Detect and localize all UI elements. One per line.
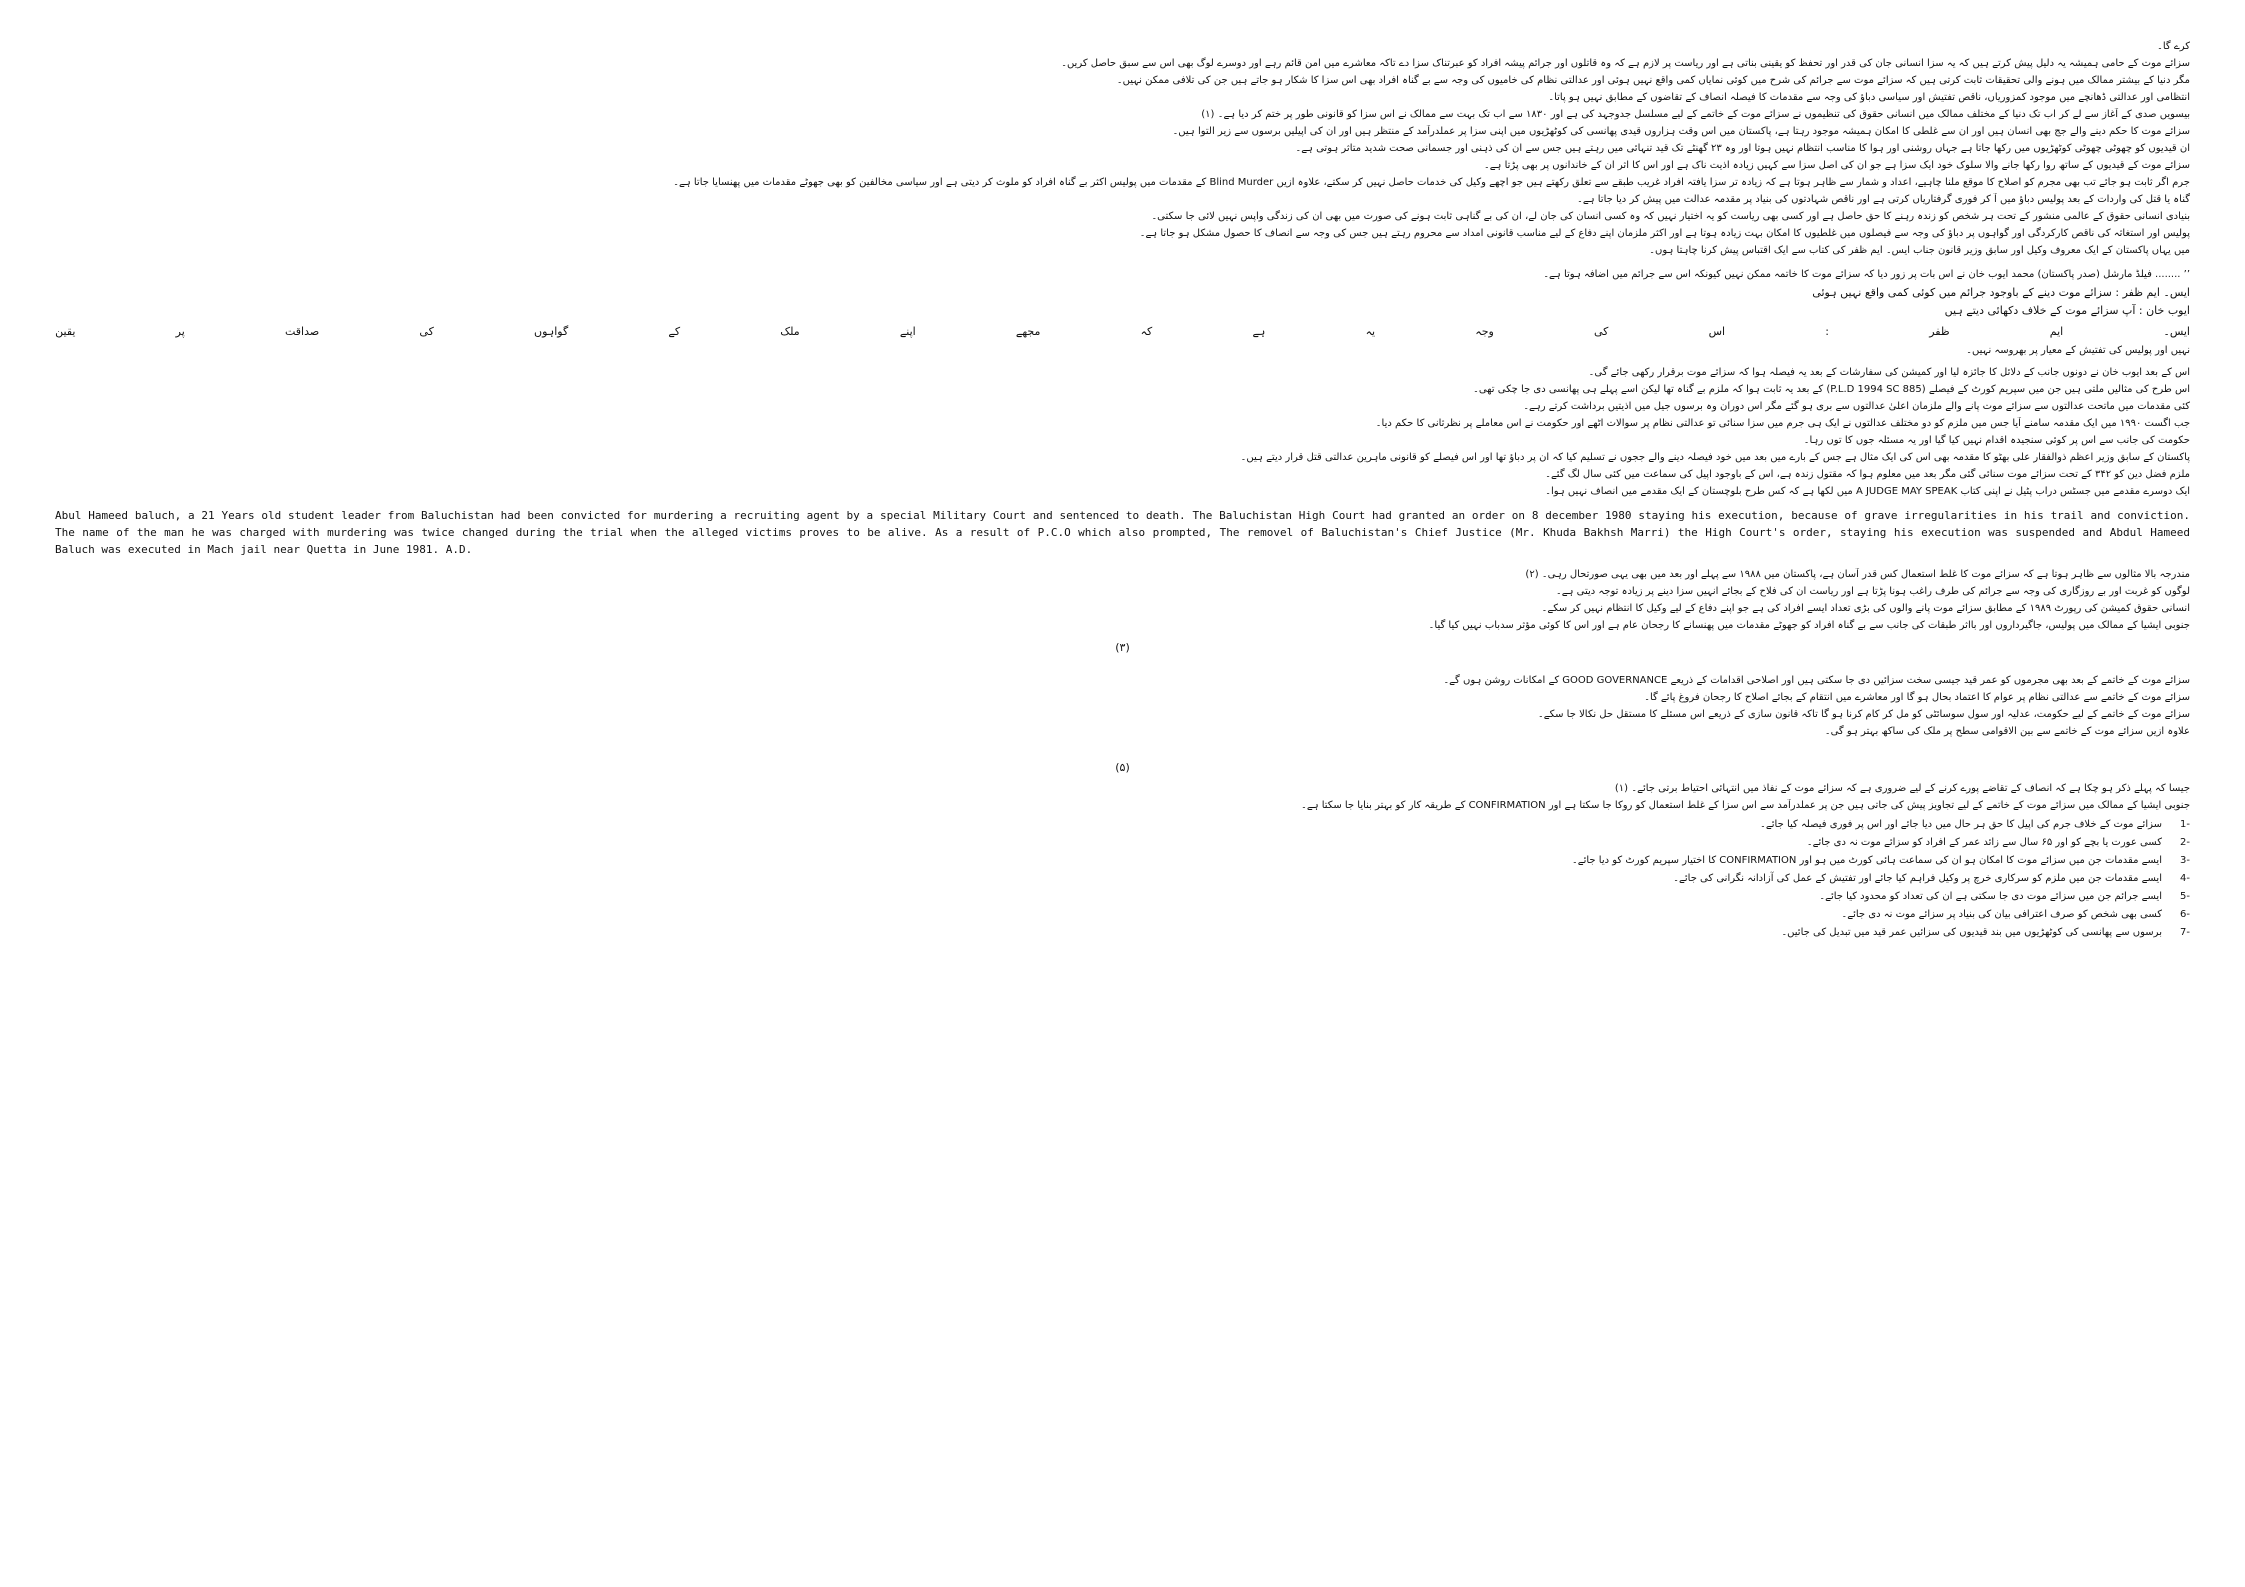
item-text: سزائے موت کے خلاف جرم کی اپیل کا حق ہر حال میں دیا جائے اور اس پر فوری فیصلہ کیا جائے۔ — [1760, 819, 2162, 830]
word: : — [1825, 325, 1829, 338]
text-line: سزائے موت کا حکم دینے والے جج بھی انسان ہیں اور ان سے غلطی کا امکان ہمیشہ موجود رہتا ہے، پاکستان میں اس وقت ہزاروں قیدی پھانسی کی کوٹھڑیوں میں اپنی سزا پر عملدرآمد کے منتظر ہیں اور ان کی اپیلیں برسوں سے زیر التوا ہیں۔ — [1172, 126, 2190, 137]
text-line: انتظامی اور عدالتی ڈھانچے میں موجود کمزوریاں، ناقص تفتیش اور سیاسی دباؤ کی وجہ سے مقدمات کا فیصلہ انصاف کے تقاضوں کے مطابق نہیں ہو پاتا۔ — [1548, 92, 2190, 103]
text-line: گناہ یا قتل کی واردات کے بعد پولیس دباؤ میں آ کر فوری گرفتاریاں کرتی ہے اور ناقص شہادتوں کی بنیاد پر مقدمہ عدالت میں پیش کر دیا جاتا ہے۔ — [1576, 194, 2190, 205]
document-page — [55, 40, 2190, 942]
list-item — [55, 888, 2190, 906]
word: کے — [668, 325, 681, 338]
text-line: لوگوں کو غربت اور بے روزگاری کی وجہ سے جرائم کی طرف راغب ہونا پڑتا ہے اور ریاست ان کی فلاح کے بجائے انہیں سزا دینے پر زیادہ توجہ دیتی ہے۔ — [1555, 586, 2190, 597]
list-item — [55, 816, 2190, 834]
paragraph-4 — [55, 568, 2190, 633]
item-number: -4 — [2180, 873, 2190, 884]
text-line: جیسا کہ پہلے ذکر ہو چکا ہے کہ انصاف کے تقاضے پورے کرنے کے لیے ضروری ہے کہ سزائے موت کے نفاذ میں انتہائی احتیاط برتی جائے۔ (۱) — [1614, 783, 2190, 794]
text-line: ایک دوسرے مقدمے میں جسٹس دراب پٹیل نے اپنی کتاب A JUDGE MAY SPEAK میں لکھا ہے کہ کس طرح بلوچستان کے ایک مقدمے میں انصاف نہیں ہوا۔ — [1545, 486, 2190, 497]
text-line: سزائے موت کے حامی ہمیشہ یہ دلیل پیش کرتے ہیں کہ یہ سزا انسانی جان کی قدر اور تحفظ کو یقینی بناتی ہے اور ریاست پر لازم ہے کہ وہ قاتلوں اور جرائم پیشہ افراد کو عبرتناک سزا دے تاکہ معاشرے میں امن قائم رہے اور دوسرے لوگ بھی اس سے سبق حاصل کریں۔ — [1061, 58, 2190, 69]
word: کہ — [1140, 325, 1153, 338]
text-line: میں یہاں پاکستان کے ایک معروف وکیل اور سابق وزیر قانون جناب ایس۔ ایم ظفر کی کتاب سے ایک اقتباس پیش کرنا چاہتا ہوں۔ — [1649, 245, 2190, 256]
word: گواہوں — [534, 325, 569, 338]
word: ایس۔ — [2163, 325, 2190, 338]
word: کی — [419, 325, 434, 338]
text-line: اس کے بعد ایوب خان نے دونوں جانب کے دلائل کا جائزہ لیا اور کمیشن کی سفارشات کے بعد یہ فیصلہ ہوا کہ سزائے موت برقرار رکھی جائے گی۔ — [1588, 367, 2190, 378]
text-line: بنیادی انسانی حقوق کے عالمی منشور کے تحت ہر شخص کو زندہ رہنے کا حق حاصل ہے اور کسی بھی ریاست کو یہ اختیار نہیں کہ وہ کسی انسان کی جان لے، ان کی بے گناہی ثابت ہونے کی صورت میں بھی ان کی زندگی واپس نہیں لائی جا سکتی۔ — [1151, 211, 2190, 222]
item-text: ایسے جرائم جن میں سزائے موت دی جا سکتی ہے ان کی تعداد کو محدود کیا جائے۔ — [1819, 891, 2162, 902]
text-line: علاوہ ازیں سزائے موت کے خاتمے سے بین الاقوامی سطح پر ملک کی ساکھ بہتر ہو گی۔ — [1824, 726, 2190, 737]
recommendations-list — [55, 816, 2190, 942]
word: یقین — [55, 325, 76, 338]
item-number: -2 — [2180, 837, 2190, 848]
text-line: پاکستان کے سابق وزیر اعظم ذوالفقار علی بھٹو کا مقدمہ بھی اس کی ایک مثال ہے جس کے بارے میں بعد میں خود فیصلہ دینے والے ججوں نے تسلیم کیا کہ ان پر دباؤ تھا اور اس فیصلے کو قانونی ماہرین عدالتی قتل قرار دیتے ہیں۔ — [1240, 452, 2190, 463]
word: اس — [1708, 325, 1726, 338]
text-line: اس طرح کی مثالیں ملتی ہیں جن میں سپریم کورٹ کے فیصلے (P.L.D 1994 SC 885) کے بعد یہ ثابت ہوا کہ ملزم بے گناہ تھا لیکن اسے پہلے ہی پھانسی دی جا چکی تھی۔ — [1472, 384, 2190, 395]
word: مجھے — [1015, 325, 1041, 338]
list-item — [55, 852, 2190, 870]
text-line: جنوبی ایشیا کے ممالک میں سزائے موت کے خاتمے کے لیے تجاویز پیش کی جاتی ہیں جن پر عملدرآمد سے اس سزا کے غلط استعمال کو روکا جا سکتا ہے اور CONFIRMATION کے طریقہ کار کو بہتر بنایا جا سکتا ہے۔ — [1300, 800, 2190, 811]
quote-intro: ’’ ........ فیلڈ مارشل (صدر پاکستان) محمد ایوب خان نے اس بات پر زور دیا کہ سزائے موت کا خاتمہ ممکن نہیں کیونکہ اس سے جرائم میں اضافہ ہوتا ہے۔ — [1543, 269, 2190, 280]
paragraph-1 — [55, 57, 2190, 105]
dialog-continuation: نہیں اور پولیس کی تفتیش کے معیار پر بھروسہ نہیں۔ — [1966, 345, 2190, 356]
word: ظفر — [1929, 325, 1950, 338]
item-number: -7 — [2180, 927, 2190, 938]
text-line: مندرجہ بالا مثالوں سے ظاہر ہوتا ہے کہ سزائے موت کا غلط استعمال کس قدر آسان ہے، پاکستان میں ۱۹۸۸ سے پہلے اور بعد میں بھی یہی صورتحال رہی۔ (۲) — [1525, 569, 2190, 580]
item-text: ایسے مقدمات جن میں ملزم کو سرکاری خرچ پر وکیل فراہم کیا جائے اور تفتیش کے عمل کی آزادانہ نگرانی کی جائے۔ — [1673, 873, 2162, 884]
english-quote: Abul Hameed baluch, a 21 Years old student leader from Baluchistan had been convicted for murdering a recruiting agent by a special Military Court and sentenced to death. The Baluchistan High Court had granted an order on 8 december 1980 staying his execution, because of grave irregularities in his trail and conviction. The name of the man he was charged with murdering was twice changed during the trial when the alleged victims proves to be alive. As a result of P.C.O which also prompted, The removel of Baluchistan's Chief Justice (Mr. Khuda Bakhsh Marri) the High Court's order, staying his execution was suspended and Abdul Hameed Baluch was executed in Mach jail near Quetta in June 1981. A.D. — [55, 509, 2190, 556]
text-line: انسانی حقوق کمیشن کی رپورٹ ۱۹۸۹ کے مطابق سزائے موت پانے والوں کی بڑی تعداد ایسے افراد کی ہے جو اپنے دفاع کے لیے وکیل کا انتظام نہیں کر سکے۔ — [1541, 603, 2190, 614]
text-line: سزائے موت کے قیدیوں کے ساتھ روا رکھا جانے والا سلوک خود ایک سزا ہے جو ان کی اصل سزا سے کہیں زیادہ اذیت ناک ہے اور اس کا اثر ان کے خاندانوں پر بھی پڑتا ہے۔ — [1483, 160, 2190, 171]
text-line: جرم اگر ثابت ہو جائے تب بھی مجرم کو اصلاح کا موقع ملنا چاہیے، اعداد و شمار سے ظاہر ہوتا ہے کہ زیادہ تر سزا یافتہ افراد غریب طبقے سے تعلق رکھتے ہیں جو اچھے وکیل کی خدمات حاصل نہیں کر سکتے، علاوہ ازیں Blind Murder کے مقدمات میں پولیس اکثر بے گناہ افراد کو ملوث کر دیتی ہے اور سیاسی مخالفین کو بھی جھوٹے مقدمات میں پھنسایا جاتا ہے۔ — [673, 177, 2190, 188]
list-item — [55, 870, 2190, 888]
text-line: سزائے موت کے خاتمے کے لیے حکومت، عدلیہ اور سول سوسائٹی کو مل کر کام کرنا ہو گا تاکہ قانون سازی کے ذریعے اس مسئلے کا مستقل حل نکالا جا سکے۔ — [1537, 709, 2190, 720]
word: پر — [175, 325, 185, 338]
item-number: -5 — [2180, 891, 2190, 902]
word: صداقت — [284, 325, 320, 338]
text-line: ملزم فضل دین کو ۳۴۲ کے تحت سزائے موت سنائی گئی مگر بعد میں معلوم ہوا کہ مقتول زندہ ہے، اس کے باوجود اپیل کی سماعت میں کئی سال لگ گئے۔ — [1545, 469, 2190, 480]
paragraph-2 — [55, 108, 2190, 258]
paragraph-5 — [55, 674, 2190, 739]
item-number: -3 — [2180, 855, 2190, 866]
word: ملک — [780, 325, 800, 338]
text-line: مگر دنیا کے بیشتر ممالک میں ہونے والی تحقیقات ثابت کرتی ہیں کہ سزائے موت سے جرائم کی شرح میں کوئی نمایاں کمی واقع نہیں ہوئی اور عدالتی نظام کی خامیوں کی وجہ سے بے گناہ افراد بھی اس سزا کا شکار ہو جاتے ہیں جن کی تلافی ممکن نہیں۔ — [1116, 75, 2190, 86]
word: وجہ — [1475, 325, 1494, 338]
word: ایم — [2049, 325, 2064, 338]
word: یہ — [1365, 325, 1376, 338]
item-text: کسی بھی شخص کو صرف اعترافی بیان کی بنیاد پر سزائے موت نہ دی جائے۔ — [1841, 909, 2162, 920]
justified-dialog-line — [55, 324, 2190, 340]
item-text: ایسے مقدمات جن میں سزائے موت کا امکان ہو ان کی سماعت ہائی کورٹ میں ہو اور CONFIRMATION کا اختیار سپریم کورٹ کو دیا جائے۔ — [1571, 855, 2162, 866]
section-marker-3: (۳) — [1115, 641, 1130, 654]
section-marker-5: (۵) — [1115, 761, 1130, 774]
list-item — [55, 834, 2190, 852]
text-line: حکومت کی جانب سے اس پر کوئی سنجیدہ اقدام نہیں کیا گیا اور یہ مسئلہ جوں کا توں رہا۔ — [1803, 435, 2190, 446]
item-number: -6 — [2180, 909, 2190, 920]
item-text: کسی عورت یا بچے کو اور ۶۵ سال سے زائد عمر کے افراد کو سزائے موت نہ دی جائے۔ — [1806, 837, 2162, 848]
word: ہے — [1252, 325, 1266, 338]
list-item — [55, 924, 2190, 942]
item-number: -1 — [2180, 819, 2190, 830]
text-line: سزائے موت کے خاتمے سے عدالتی نظام پر عوام کا اعتماد بحال ہو گا اور معاشرے میں انتقام کے بجائے اصلاح کا رجحان فروغ پائے گا۔ — [1644, 692, 2190, 703]
dialog-line-ayub-khan: ایوب خان : آپ سزائے موت کے خلاف دکھائی دیتے ہیں — [1944, 304, 2190, 317]
opening-line: کرے گا۔ — [2157, 41, 2190, 52]
word: کی — [1594, 325, 1609, 338]
text-line: جنوبی ایشیا کے ممالک میں پولیس، جاگیرداروں اور بااثر طبقات کی جانب سے بے گناہ افراد کو جھوٹے مقدمات میں پھنسانے کا رجحان عام ہے اور اس کا کوئی مؤثر سدباب نہیں کیا گیا۔ — [1428, 620, 2190, 631]
text-line: پولیس اور استغاثہ کی ناقص کارکردگی اور گواہوں پر دباؤ کی وجہ سے فیصلوں میں غلطیوں کا امکان بہت زیادہ ہوتا ہے اور اکثر ملزمان اپنے دفاع کے لیے مناسب قانونی امداد سے محروم رہتے ہیں جس کی وجہ سے انصاف کا حصول مشکل ہو جاتا ہے۔ — [1139, 228, 2190, 239]
item-text: برسوں سے پھانسی کی کوٹھڑیوں میں بند قیدیوں کی سزائیں عمر قید میں تبدیل کی جائیں۔ — [1781, 927, 2162, 938]
text-line: سزائے موت کے خاتمے کے بعد بھی مجرموں کو عمر قید جیسی سخت سزائیں دی جا سکتی ہیں اور اصلاحی اقدامات کے ذریعے GOOD GOVERNANCE کے امکانات روشن ہوں گے۔ — [1443, 675, 2190, 686]
word: اپنے — [899, 325, 916, 338]
paragraph-3 — [55, 366, 2190, 499]
dialog-line-sm-zafar: ایس۔ ایم ظفر : سزائے موت دینے کے باوجود جرائم میں کوئی کمی واقع نہیں ہوئی — [1812, 286, 2190, 299]
text-line: کئی مقدمات میں ماتحت عدالتوں سے سزائے موت پانے والے ملزمان اعلیٰ عدالتوں سے بری ہو گئے مگر اس دوران وہ برسوں جیل میں اذیتیں برداشت کرتے رہے۔ — [1523, 401, 2190, 412]
text-line: جب اگست ۱۹۹۰ میں ایک مقدمہ سامنے آیا جس میں ملزم کو دو مختلف عدالتوں نے ایک ہی جرم میں سزا سنائی تو عدالتی نظام پر سوالات اٹھے اور حکومت نے اس معاملے پر نظرثانی کا حکم دیا۔ — [1375, 418, 2190, 429]
text-line: بیسویں صدی کے آغاز سے لے کر اب تک دنیا کے مختلف ممالک میں انسانی حقوق کی تنظیموں نے سزائے موت کے خاتمے کے لیے مسلسل جدوجہد کی ہے اور ۱۸۳۰ سے اب تک بہت سے ممالک نے اس سزا کو قانونی طور پر ختم کر دیا ہے۔ (۱) — [1201, 109, 2190, 120]
list-item — [55, 906, 2190, 924]
paragraph-6 — [55, 782, 2190, 813]
text-line: ان قیدیوں کو چھوٹی چھوٹی کوٹھڑیوں میں رکھا جاتا ہے جہاں روشنی اور ہوا کا مناسب انتظام نہیں ہوتا اور وہ ۲۳ گھنٹے تک قید تنہائی میں رہتے ہیں جس سے ان کی ذہنی اور جسمانی صحت شدید متاثر ہوتی ہے۔ — [1295, 143, 2190, 154]
